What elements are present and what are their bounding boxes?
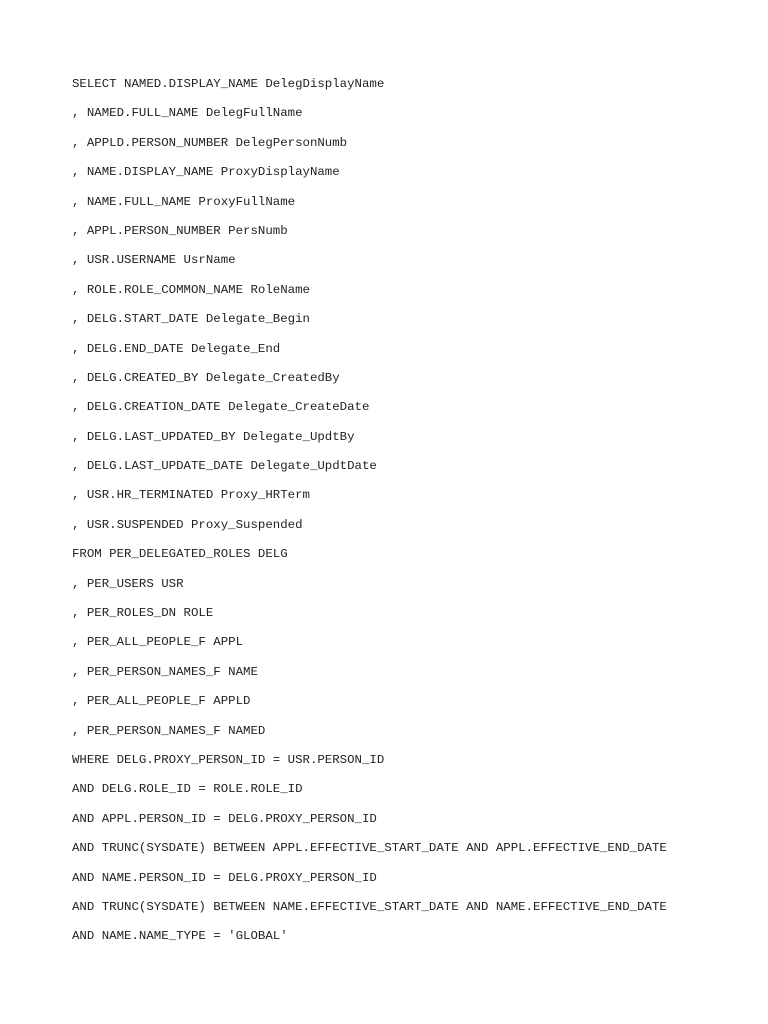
- code-line: , DELG.LAST_UPDATE_DATE Delegate_UpdtDate: [72, 459, 377, 474]
- code-line: , PER_PERSON_NAMES_F NAME: [72, 664, 258, 679]
- code-line: , PER_ROLES_DN ROLE: [72, 606, 214, 621]
- code-line: , USR.SUSPENDED Proxy_Suspended: [72, 517, 303, 532]
- code-line: , DELG.CREATION_DATE Delegate_CreateDate: [72, 400, 370, 415]
- code-line: , APPL.PERSON_NUMBER PersNumb: [72, 223, 288, 238]
- code-line: AND TRUNC(SYSDATE) BETWEEN APPL.EFFECTIVE_START_DATE AND APPL.EFFECTIVE_END_DATE: [72, 841, 667, 856]
- code-line: AND TRUNC(SYSDATE) BETWEEN NAME.EFFECTIVE_START_DATE AND NAME.EFFECTIVE_END_DATE: [72, 899, 667, 914]
- code-line: , USR.HR_TERMINATED Proxy_HRTerm: [72, 488, 310, 503]
- code-line: , PER_USERS USR: [72, 576, 184, 591]
- code-line: AND NAME.NAME_TYPE = 'GLOBAL': [72, 929, 288, 944]
- code-line: FROM PER_DELEGATED_ROLES DELG: [72, 547, 288, 562]
- code-line: , DELG.CREATED_BY Delegate_CreatedBy: [72, 370, 340, 385]
- code-line: SELECT NAMED.DISPLAY_NAME DelegDisplayName: [72, 77, 385, 91]
- code-line: AND APPL.PERSON_ID = DELG.PROXY_PERSON_ID: [72, 811, 377, 826]
- code-line: , PER_PERSON_NAMES_F NAMED: [72, 723, 266, 738]
- code-line: AND DELG.ROLE_ID = ROLE.ROLE_ID: [72, 782, 303, 797]
- code-line: , NAMED.FULL_NAME DelegFullName: [72, 106, 303, 121]
- code-line: , DELG.LAST_UPDATED_BY Delegate_UpdtBy: [72, 429, 355, 444]
- code-line: , NAME.DISPLAY_NAME ProxyDisplayName: [72, 165, 340, 180]
- sql-query-text: [72, 70, 752, 952]
- code-line: , NAME.FULL_NAME ProxyFullName: [72, 194, 296, 209]
- code-line: , DELG.START_DATE Delegate_Begin: [72, 312, 310, 327]
- code-line: WHERE DELG.PROXY_PERSON_ID = USR.PERSON_ID: [72, 752, 385, 767]
- code-line: , USR.USERNAME UsrName: [72, 253, 236, 268]
- code-line: , APPLD.PERSON_NUMBER DelegPersonNumb: [72, 135, 348, 150]
- code-line: , PER_ALL_PEOPLE_F APPL: [72, 635, 244, 650]
- code-line: AND NAME.PERSON_ID = DELG.PROXY_PERSON_ID: [72, 870, 377, 885]
- code-line: , ROLE.ROLE_COMMON_NAME RoleName: [72, 282, 310, 297]
- code-line: , DELG.END_DATE Delegate_End: [72, 341, 281, 356]
- code-line: , PER_ALL_PEOPLE_F APPLD: [72, 694, 251, 709]
